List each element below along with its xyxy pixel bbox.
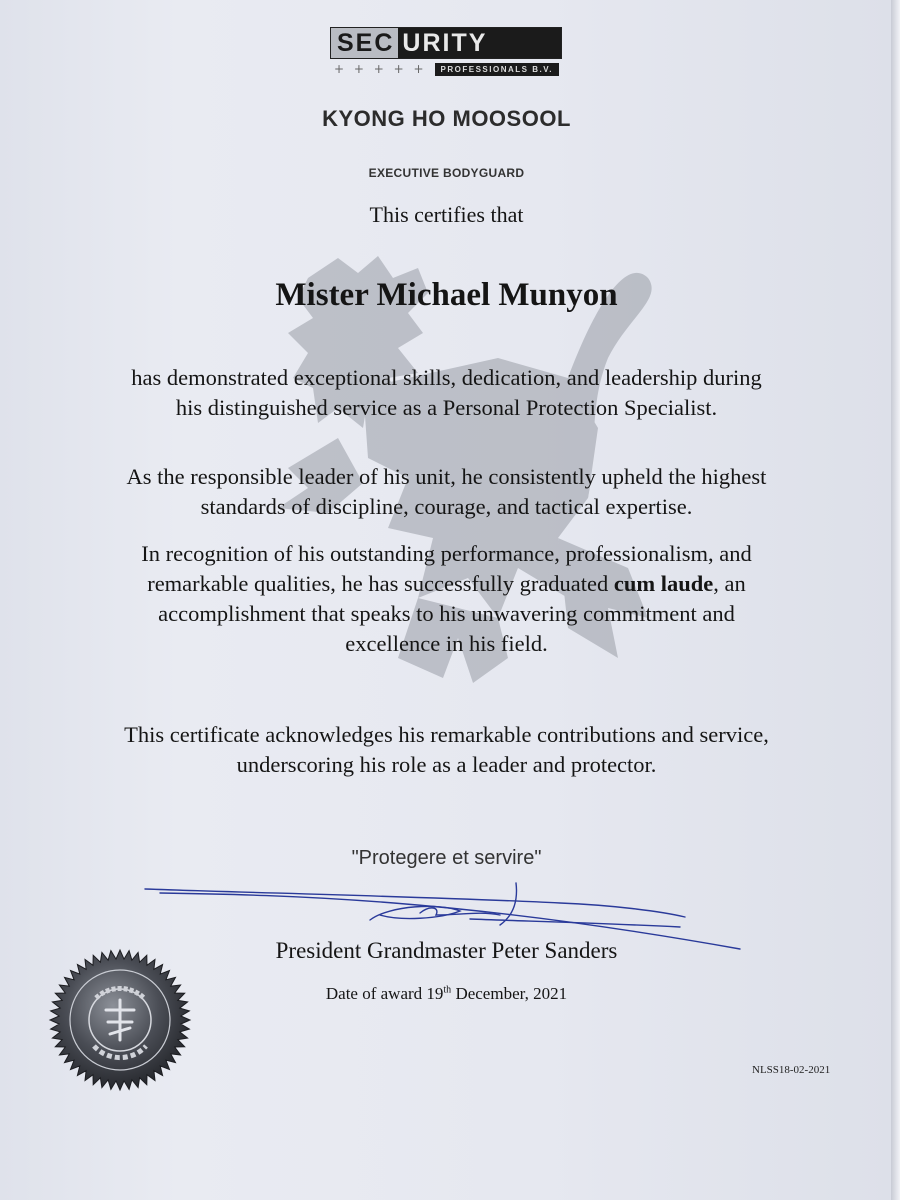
paragraph-line: As the responsible leader of his unit, he consistently upheld the highest <box>126 464 767 489</box>
paragraph-line: In recognition of his outstanding performance, professionalism, and <box>141 541 752 566</box>
paragraph-line: underscoring his role as a leader and protector. <box>236 752 657 777</box>
paragraph-line: has demonstrated exceptional skills, dedication, and leadership during <box>131 365 762 390</box>
award-date-suffix-th: th <box>443 984 452 996</box>
organization-title: KYONG HO MOOSOOL <box>322 106 571 131</box>
paragraph-service <box>0 363 893 423</box>
paragraph-text: , an <box>713 571 746 596</box>
paragraph-line: excellence in his field. <box>345 631 548 656</box>
paragraph-line <box>0 569 893 599</box>
logo-wordmark-part1: SEC <box>331 28 398 58</box>
paragraph-acknowledgement <box>0 720 893 780</box>
logo-wordmark <box>330 27 562 59</box>
recipient-name: Mister Michael Munyon <box>275 277 618 313</box>
award-date-month-year: December, 2021 <box>451 984 568 1003</box>
paragraph-leadership <box>0 462 893 522</box>
certificate-seal-icon <box>48 948 192 1092</box>
certificate-code: NLSS18-02-2021 <box>752 1064 831 1076</box>
motto: "Protegere et servire" <box>351 847 542 869</box>
logo-tagline: PROFESSIONALS B.V. <box>435 63 560 76</box>
logo-tagline-row <box>330 60 562 78</box>
paragraph-line: This certificate acknowledges his remarkable contributions and service, <box>124 722 769 747</box>
award-date-prefix: Date of award 19 <box>325 984 444 1003</box>
paragraph-line: accomplishment that speaks to his unwavering commitment and <box>158 601 735 626</box>
certifies-line: This certifies that <box>369 202 524 227</box>
paragraph-recognition <box>0 539 893 659</box>
logo-stars: + + + + + <box>334 62 427 76</box>
paragraph-text: remarkable qualities, he has successfully graduated <box>147 571 614 596</box>
cum-laude-emphasis: cum laude <box>613 571 714 596</box>
logo-wordmark-part2: URITY <box>398 28 561 58</box>
signer-name: President Grandmaster Peter Sanders <box>275 938 618 963</box>
paragraph-line: standards of discipline, courage, and tactical expertise. <box>200 494 693 519</box>
security-professionals-logo <box>330 27 562 79</box>
certificate-subtitle: EXECUTIVE BODYGUARD <box>368 166 525 180</box>
paragraph-line: his distinguished service as a Personal Protection Specialist. <box>175 395 718 420</box>
